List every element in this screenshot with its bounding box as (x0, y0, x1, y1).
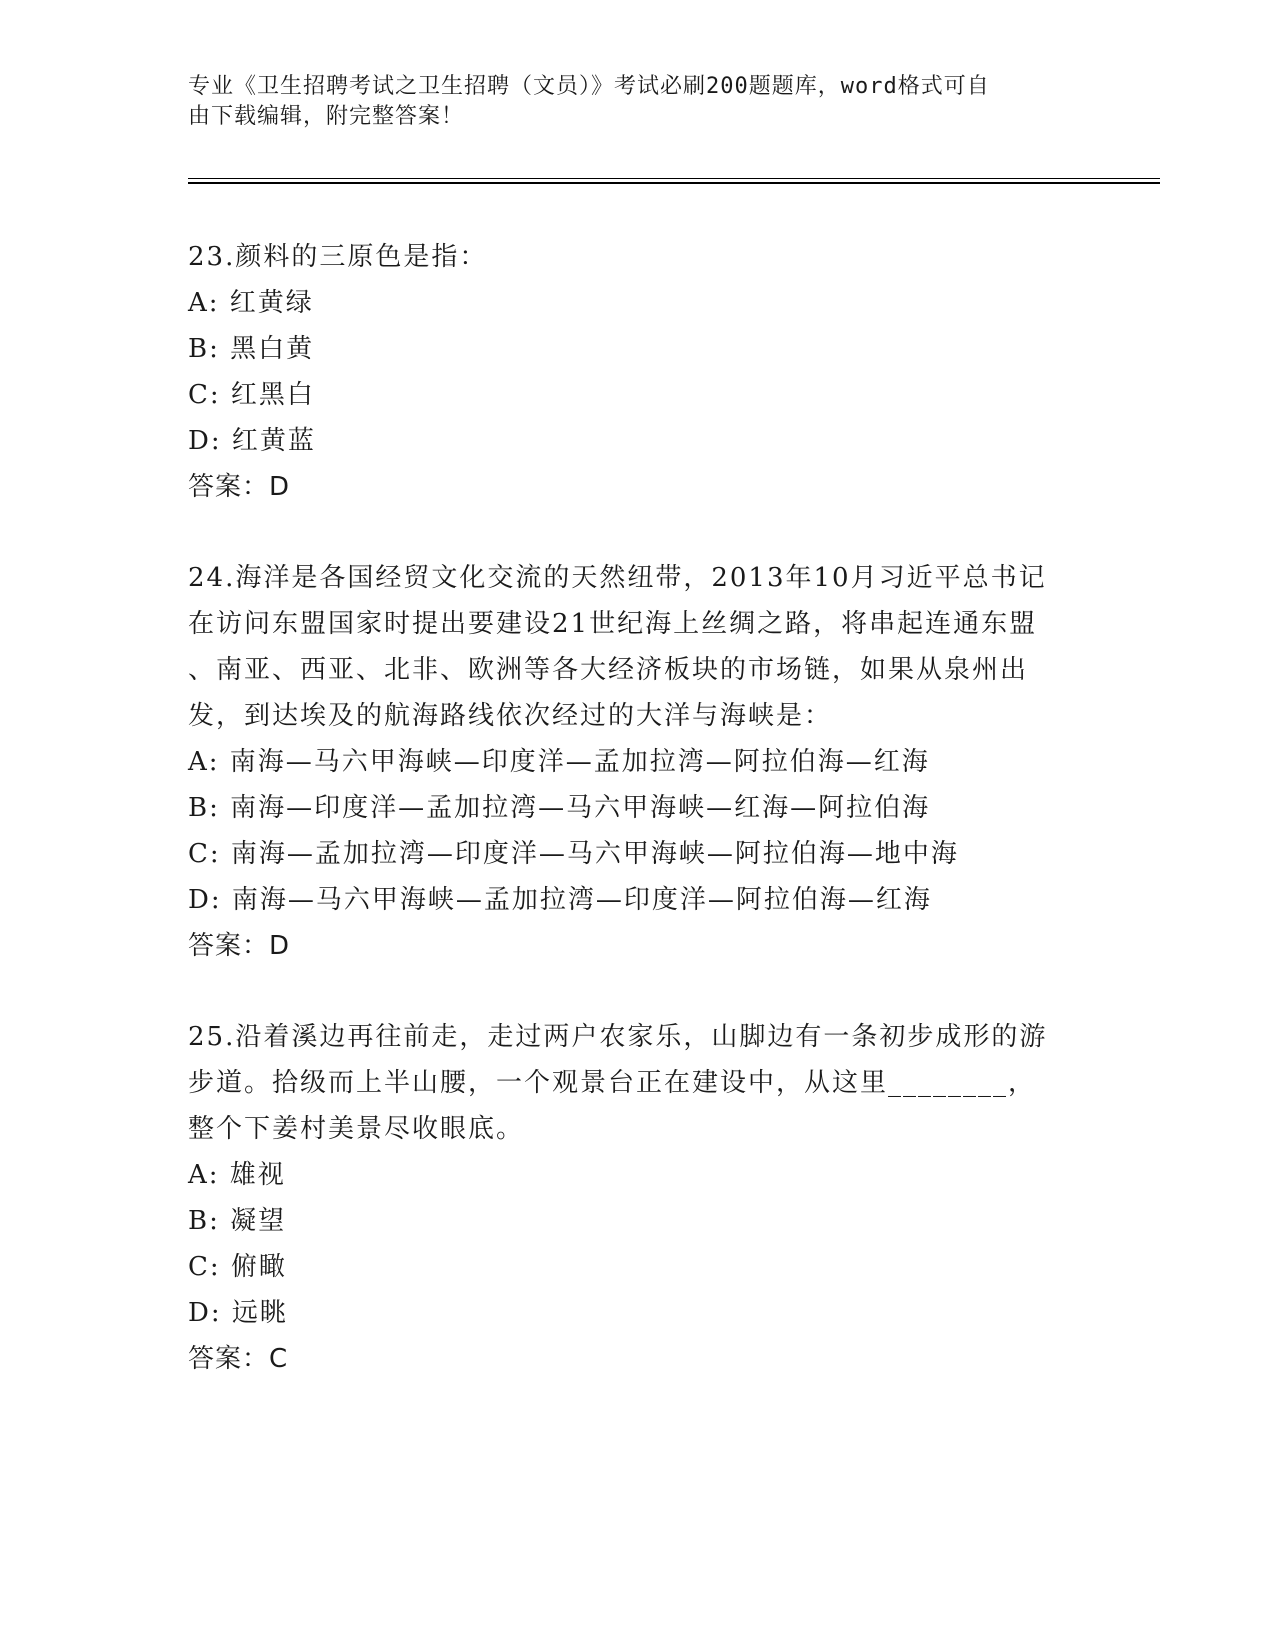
option-d: D: 南海—马六甲海峡—孟加拉湾—印度洋—阿拉伯海—红海 (188, 885, 932, 915)
option-a: A: 南海—马六甲海峡—印度洋—孟加拉湾—阿拉伯海—红海 (188, 747, 930, 777)
question-text: 23.颜料的三原色是指： (188, 242, 488, 272)
answer: 答案：D (188, 472, 291, 502)
question-text-line-1: 24.海洋是各国经贸文化交流的天然纽带，2013年10月习近平总书记 (188, 563, 1047, 593)
question-24 (188, 555, 1088, 969)
option-a: A: 雄视 (188, 1160, 286, 1190)
header-line-2: 由下载编辑，附完整答案！ (188, 104, 465, 129)
question-text-line-3: 整个下姜村美景尽收眼底。 (188, 1114, 525, 1144)
header-line-1: 专业《卫生招聘考试之卫生招聘（文员）》考试必刷200题题库，word格式可自 (188, 74, 990, 99)
question-text-line-4: 发，到达埃及的航海路线依次经过的大洋与海峡是： (188, 701, 833, 731)
document-header (188, 72, 1088, 132)
option-d: D: 远眺 (188, 1298, 288, 1328)
question-text-line-1: 25.沿着溪边再往前走，走过两户农家乐，山脚边有一条初步成形的游 (188, 1022, 1048, 1052)
header-rule-thin (188, 178, 1160, 179)
option-b: B: 凝望 (188, 1206, 287, 1236)
question-23 (188, 234, 1088, 510)
option-b: B: 南海—印度洋—孟加拉湾—马六甲海峡—红海—阿拉伯海 (188, 793, 931, 823)
question-text-line-2: 步道。拾级而上半山腰，一个观景台正在建设中，从这里________， (188, 1068, 1037, 1098)
option-a: A: 红黄绿 (188, 288, 314, 318)
header-rule-thick (188, 182, 1160, 184)
answer: 答案：D (188, 931, 291, 961)
option-c: C: 俯瞰 (188, 1252, 287, 1282)
option-c: C: 南海—孟加拉湾—印度洋—马六甲海峡—阿拉伯海—地中海 (188, 839, 959, 869)
answer: 答案：C (188, 1344, 289, 1374)
question-text-line-3: 、南亚、西亚、北非、欧洲等各大经济板块的市场链，如果从泉州出 (188, 655, 1029, 685)
question-25 (188, 1014, 1088, 1382)
question-text-line-2: 在访问东盟国家时提出要建设21世纪海上丝绸之路，将串起连通东盟 (188, 609, 1038, 639)
option-d: D: 红黄蓝 (188, 426, 316, 456)
option-c: C: 红黑白 (188, 380, 315, 410)
option-b: B: 黑白黄 (188, 334, 315, 364)
